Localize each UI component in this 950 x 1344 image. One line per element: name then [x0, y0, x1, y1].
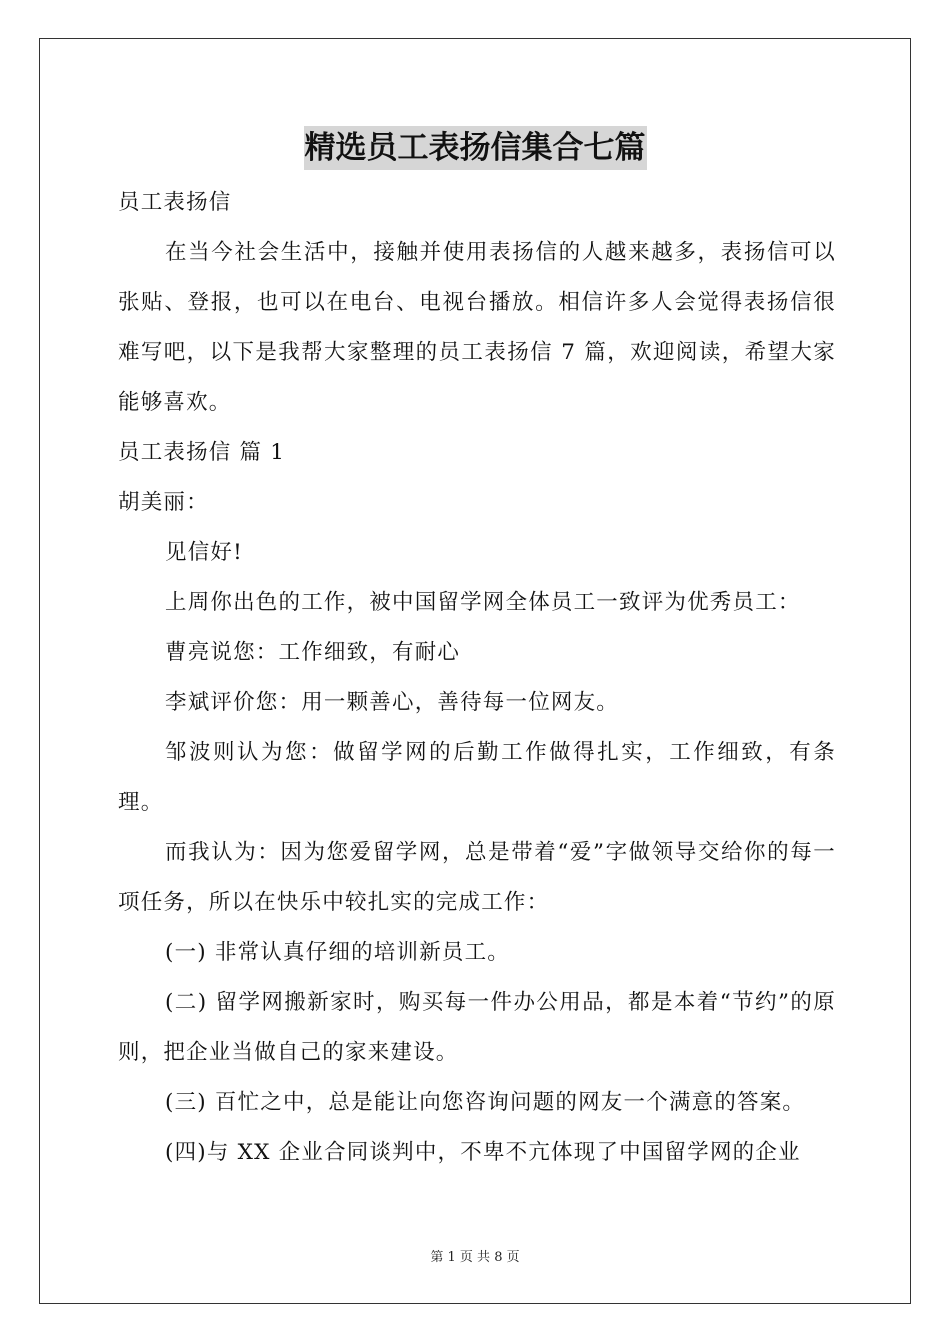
section-heading: 员工表扬信 篇 1: [118, 440, 286, 465]
list-item: (一) 非常认真仔细的培训新员工。: [165, 940, 511, 965]
greeting: 见信好!: [165, 540, 243, 565]
paragraph: 邹波则认为您：做留学网的后勤工作做得扎实，工作细致，有条理。: [118, 740, 836, 815]
paragraph: 而我认为：因为您爱留学网，总是带着“爱”字做领导交给你的每一项任务，所以在快乐中较扎实的完成工作：: [118, 840, 836, 915]
list-item: (三) 百忙之中，总是能让向您咨询问题的网友一个满意的答案。: [165, 1090, 806, 1115]
list-item: (四)与 XX 企业合同谈判中，不卑不亢体现了中国留学网的企业: [165, 1140, 801, 1165]
paragraph: 在当今社会生活中，接触并使用表扬信的人越来越多，表扬信可以张贴、登报，也可以在电台、电视台播放。相信许多人会觉得表扬信很难写吧，以下是我帮大家整理的员工表扬信 7 篇，欢迎阅读，希望大家能够喜欢。: [118, 240, 836, 415]
page-number: 第 1 页 共 8 页: [430, 1250, 520, 1265]
document-title: 精选员工表扬信集合七篇: [304, 126, 647, 170]
paragraph: 员工表扬信: [118, 190, 232, 215]
title-container: [0, 126, 950, 170]
paragraph: 曹亮说您：工作细致，有耐心: [165, 640, 461, 665]
page-footer: [0, 1246, 950, 1265]
paragraph: 上周你出色的工作，被中国留学网全体员工一致评为优秀员工：: [165, 590, 801, 615]
list-item: (二) 留学网搬新家时，购买每一件办公用品，都是本着“节约”的原则，把企业当做自己的家来建设。: [118, 990, 836, 1065]
salutation: 胡美丽：: [118, 490, 209, 515]
paragraph: 李斌评价您：用一颗善心，善待每一位网友。: [165, 690, 620, 715]
document-body: [118, 178, 836, 1178]
